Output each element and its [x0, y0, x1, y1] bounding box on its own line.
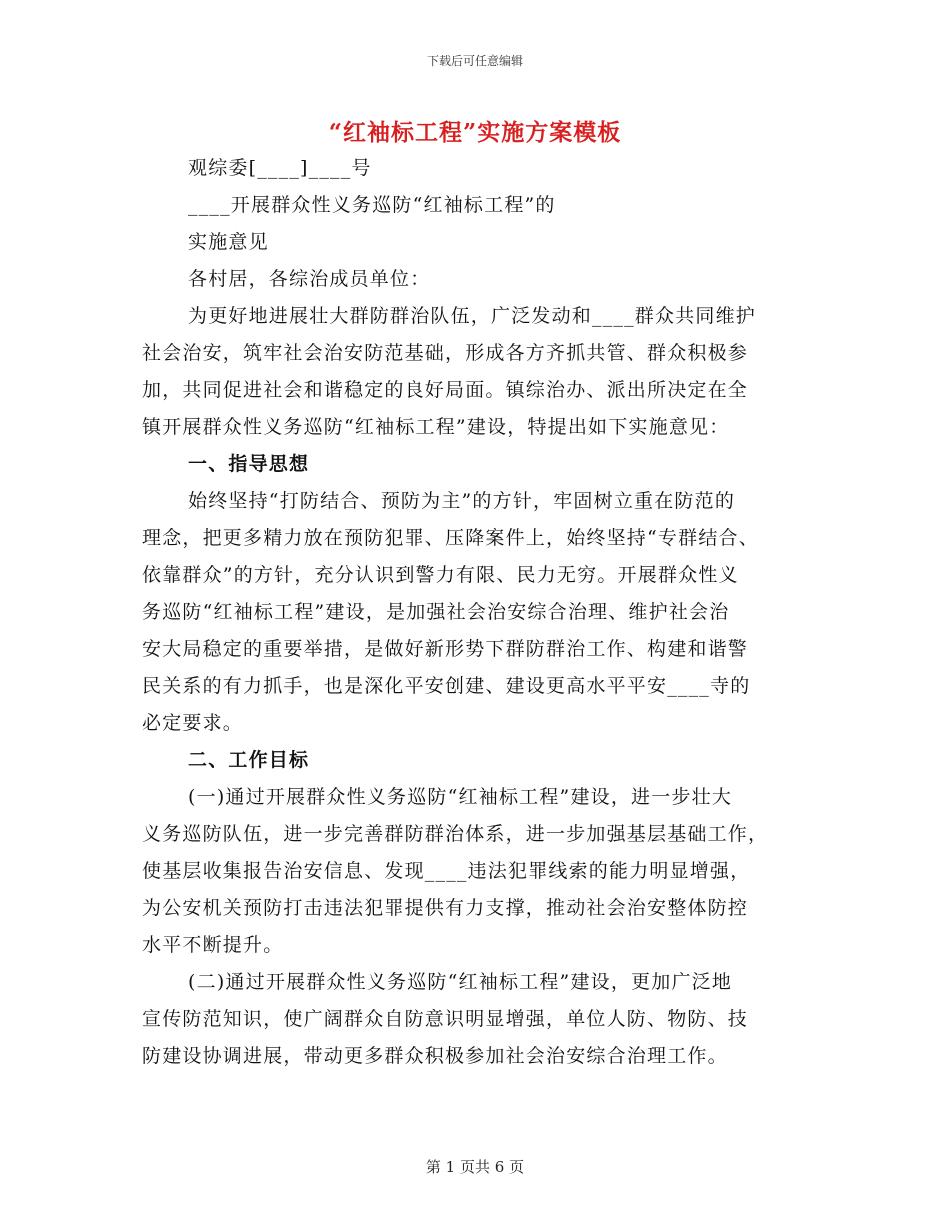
document-body — [142, 150, 810, 1075]
section-heading: 一、指导思想 — [188, 453, 310, 475]
document-title: “红袖标工程”实施方案模板 — [328, 119, 622, 146]
body-line: 安大局稳定的重要举措，是做好新形势下群防群治工作、构建和谐警 — [142, 638, 749, 660]
body-line: 观综委[____]____号 — [188, 157, 372, 179]
body-line: 水平不断提升。 — [142, 934, 284, 956]
body-line: 依靠群众”的方针，充分认识到警力有限、民力无穷。开展群众性义 — [142, 564, 739, 586]
body-line: (二)通过开展群众性义务巡防“红袖标工程”建设，更加广泛地 — [188, 971, 733, 993]
body-line: 民关系的有力抓手，也是深化平安创建、建设更高水平平安____寺的 — [142, 675, 751, 697]
body-line: 防建设协调进展，带动更多群众积极参加社会治安综合治理工作。 — [142, 1045, 728, 1067]
page-footer: 第 1 页共 6 页 — [425, 1158, 525, 1176]
body-line: 实施意见 — [188, 231, 269, 253]
body-line: 为更好地进展壮大群防群治队伍，广泛发动和____群众共同维护 — [188, 305, 757, 327]
body-line: 为公安机关预防打击违法犯罪提供有力支撑，推动社会治安整体防控 — [142, 897, 749, 919]
header-note: 下载后可任意编辑 — [426, 54, 523, 68]
body-line: 义务巡防队伍，进一步完善群防群治体系，进一步加强基层基础工作， — [142, 823, 769, 845]
body-line: 始终坚持“打防结合、预防为主”的方针，牢固树立重在防范的 — [188, 490, 736, 512]
body-line: 必定要求。 — [142, 712, 244, 734]
body-line: ____开展群众性义务巡防“红袖标工程”的 — [188, 194, 556, 216]
body-line: 镇开展群众性义务巡防“红袖标工程”建设，特提出如下实施意见： — [142, 416, 730, 438]
body-line: (一)通过开展群众性义务巡防“红袖标工程”建设，进一步壮大 — [188, 786, 733, 808]
body-line: 加，共同促进社会和谐稳定的良好局面。镇综治办、派出所决定在全 — [142, 379, 749, 401]
body-line: 社会治安，筑牢社会治安防范基础，形成各方齐抓共管、群众积极参 — [142, 342, 749, 364]
body-line: 理念，把更多精力放在预防犯罪、压降案件上，始终坚持“专群结合、 — [142, 527, 759, 549]
section-heading: 二、工作目标 — [188, 749, 310, 771]
body-line: 务巡防“红袖标工程”建设，是加强社会治安综合治理、维护社会治 — [142, 601, 730, 623]
body-line: 各村居，各综治成员单位： — [188, 268, 431, 290]
body-line: 使基层收集报告治安信息、发现____违法犯罪线索的能力明显增强， — [142, 860, 751, 882]
body-line: 宣传防范知识，使广阔群众自防意识明显增强，单位人防、物防、技 — [142, 1008, 749, 1030]
